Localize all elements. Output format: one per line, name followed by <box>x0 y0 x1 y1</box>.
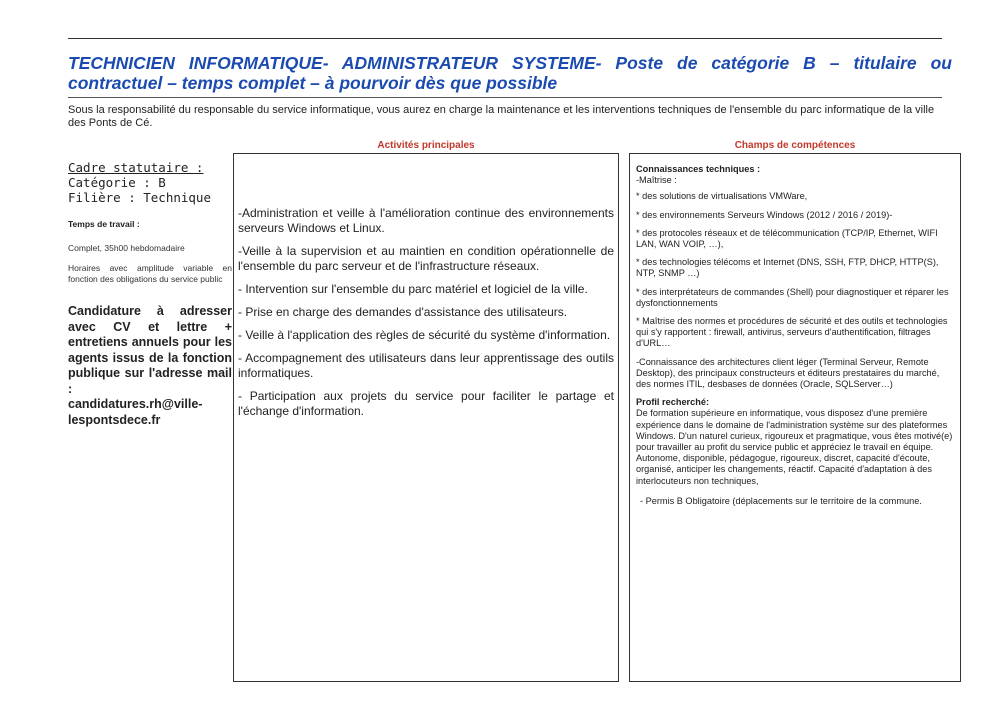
activities-box <box>233 153 619 682</box>
title-line-2: contractuel – temps complet – à pourvoir dès que possible <box>68 73 558 93</box>
profil-text: De formation supérieure en informatique, vous disposez d'une première expérience dans le domaine de l'administration système sur des plateformes Windows. D'un naturel curieux, rigoureux et pragmatique, vous êtes motivé(e) pour travailler au profit du service public et appréciez le travail en équipe. Autonome, disponible, pédagogue, rigoureux, discret, capacité d'écoute, organisé, anticiper les changements, réactif. Capacité d'adaptation à des interlocuteurs non techniques, <box>636 408 953 486</box>
left-column <box>68 160 232 428</box>
activities-header: Activités principales <box>377 140 475 151</box>
maitrise-label: -Maîtrise : <box>636 175 677 186</box>
temps-label: Temps de travail : <box>68 219 140 229</box>
competences-header: Champs de compétences <box>734 140 856 151</box>
competence-item: * des solutions de virtualisations VMWare, <box>636 191 808 202</box>
permis-text: - Permis B Obligatoire (déplacements sur le territoire de la commune. <box>640 495 922 506</box>
candidature-email: candidatures.rh@ville-lespontsdece.fr <box>68 397 203 427</box>
activity-item: - Intervention sur l'ensemble du parc matériel et logiciel de la ville. <box>238 282 588 296</box>
competences-content <box>636 164 954 514</box>
competences-heading: Connaissances techniques : <box>636 164 761 174</box>
activity-item: -Veille à la supervision et au maintien en condition opérationnelle de l'ensemble du parc serveur et de l'infrastructure réseaux. <box>238 244 614 273</box>
competence-item: * des interprétateurs de commandes (Shell) pour diagnostiquer et réparer les dysfonctionnements <box>636 286 949 308</box>
top-rule <box>68 38 942 39</box>
candidature-text: Candidature à adresser avec CV et lettre + entretiens annuels pour les agents issus de la fonction publique sur l'adresse mail : <box>68 304 232 396</box>
activities-list <box>238 206 614 427</box>
competence-item: * Maîtrise des normes et procédures de sécurité et des outils et technologies qui s'y rapportent : firewall, antivirus, serveurs d'authentification, filtrages d'URL… <box>636 316 948 349</box>
cadre-block <box>68 160 232 205</box>
competence-item: * des environnements Serveurs Windows (2012 / 2016 / 2019)- <box>636 209 893 220</box>
categorie: Catégorie : B <box>68 175 166 190</box>
activity-item: -Administration et veille à l'amélioration continue des environnements serveurs Windows et Linux. <box>238 206 614 235</box>
intro-text: Sous la responsabilité du responsable du service informatique, vous aurez en charge la maintenance et les interventions techniques de l'ensemble du parc informatique de la ville des Ponts de Cé. <box>68 104 935 129</box>
competences-box <box>629 153 961 682</box>
temps-value: Complet, 35h00 hebdomadaire <box>68 243 185 253</box>
page-title <box>68 53 952 93</box>
horaires: Horaires avec amplitude variable en fonction des obligations du service public <box>68 263 232 284</box>
activity-item: - Accompagnement des utilisateurs dans leur apprentissage des outils informatiques. <box>238 351 614 380</box>
activity-item: - Participation aux projets du service pour faciliter le partage et l'échange d'information. <box>238 389 614 418</box>
profil-heading: Profil recherché: <box>636 397 710 408</box>
cadre-label: Cadre statutaire : <box>68 160 204 175</box>
filiere: Filière : Technique <box>68 190 211 205</box>
competence-item: * des technologies télécoms et Internet (DNS, SSH, FTP, DHCP, HTTP(S), NTP, SNMP …) <box>636 257 939 279</box>
title-underline <box>68 97 942 98</box>
activity-item: - Prise en charge des demandes d'assistance des utilisateurs. <box>238 305 568 319</box>
title-line-1: TECHNICIEN INFORMATIQUE- ADMINISTRATEUR SYSTEME- Poste de catégorie B – titulaire ou <box>68 53 952 73</box>
competence-item: -Connaissance des architectures client léger (Terminal Serveur, Remote Desktop), des principaux constructeurs et éditeurs prestataires du marché, des normes ITIL, desbases de données (Oracle, SQLServer…) <box>636 356 940 390</box>
activity-item: - Veille à l'application des règles de sécurité du système d'information. <box>238 328 611 342</box>
competence-item: * des protocoles réseaux et de télécommunication (TCP/IP, Ethernet, WIFI LAN, WAN VOIP, …), <box>636 227 938 250</box>
